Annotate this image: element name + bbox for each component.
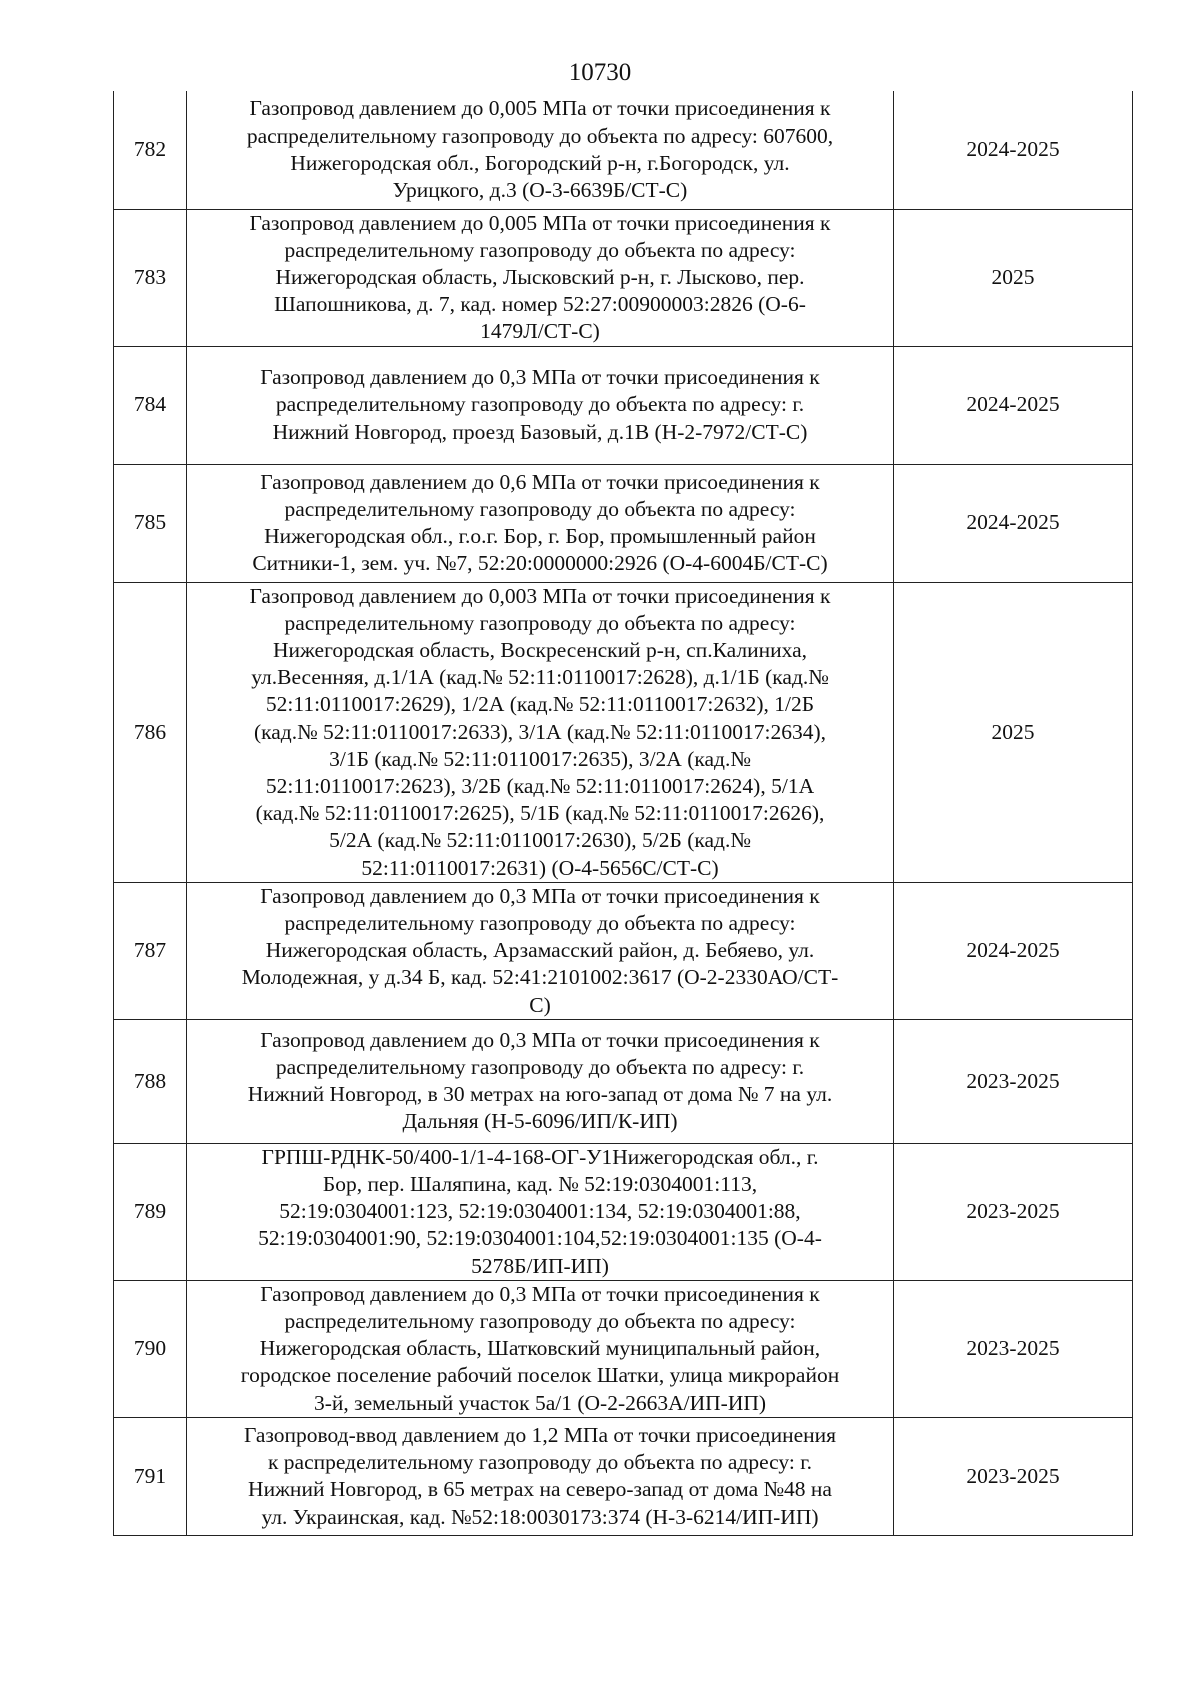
description-line: Молодежная, у д.34 Б, кад. 52:41:2101002:3617 (О-2-2330АО/СТ- (241, 965, 839, 990)
description-line: 5278Б/ИП-ИП) (471, 1253, 609, 1278)
description-line: Нижегородская область, Шатковский муниципальный район, (259, 1336, 821, 1361)
description-line: распределительному газопроводу до объекта по адресу: (284, 910, 796, 935)
description-line: Бор, пер. Шаляпина, кад. № 52:19:0304001:113, (322, 1171, 758, 1196)
description-line: 52:19:0304001:123, 52:19:0304001:134, 52:19:0304001:88, (279, 1199, 801, 1224)
row-number: 783 (114, 209, 187, 346)
description-line: Нижний Новгород, проезд Базовый, д.1В (Н-2-7972/СТ-С) (272, 419, 808, 444)
description-line: 52:19:0304001:90, 52:19:0304001:104,52:19:0304001:135 (О-4- (258, 1226, 822, 1251)
description-line: Газопровод давлением до 0,3 МПа от точки присоединения к (260, 365, 820, 390)
row-period: 2023-2025 (894, 1417, 1133, 1535)
row-description (187, 1417, 894, 1535)
row-period: 2024-2025 (894, 91, 1133, 209)
row-description (187, 1280, 894, 1417)
row-number: 782 (114, 91, 187, 209)
description-line: ул. Украинская, кад. №52:18:0030173:374 (Н-3-6214/ИП-ИП) (261, 1504, 819, 1529)
table-row (114, 209, 1133, 346)
row-number: 790 (114, 1280, 187, 1417)
table-row (114, 1019, 1133, 1143)
description-line: Нижегородская обл., г.о.г. Бор, г. Бор, промышленный район (264, 524, 816, 549)
description-line: 3-й, земельный участок 5а/1 (О-2-2663А/ИП-ИП) (313, 1390, 767, 1415)
description-line: Нижний Новгород, в 30 метрах на юго-запад от дома № 7 на ул. (247, 1082, 833, 1107)
description-line: С) (529, 992, 551, 1017)
description-line: распределительному газопроводу до объекта по адресу: (284, 610, 796, 635)
description-line: распределительному газопроводу до объекта по адресу: (284, 237, 796, 262)
description-line: Дальняя (Н-5-6096/ИП/К-ИП) (402, 1109, 678, 1134)
page-number: 10730 (568, 59, 632, 86)
description-line: к распределительному газопроводу до объекта по адресу: г. (267, 1450, 813, 1475)
row-description (187, 882, 894, 1019)
description-line: 5/2А (кад.№ 52:11:0110017:2630), 5/2Б (кад.№ (329, 828, 751, 853)
description-line: (кад.№ 52:11:0110017:2633), 3/1А (кад.№ 52:11:0110017:2634), (253, 719, 827, 744)
description-line: распределительному газопроводу до объекта по адресу: (284, 496, 796, 521)
row-description (187, 1143, 894, 1280)
description-line: Газопровод давлением до 0,6 МПа от точки присоединения к (260, 469, 820, 494)
row-period: 2025 (894, 582, 1133, 882)
description-line: 52:11:0110017:2623), 3/2Б (кад.№ 52:11:0110017:2624), 5/1А (265, 773, 815, 798)
description-line: Шапошникова, д. 7, кад. номер 52:27:00900003:2826 (О-6- (274, 292, 806, 317)
row-number: 786 (114, 582, 187, 882)
row-description (187, 346, 894, 464)
document-table (113, 91, 1133, 1536)
row-period: 2024-2025 (894, 464, 1133, 582)
description-line: Нижний Новгород, в 65 метрах на северо-запад от дома №48 на (248, 1477, 832, 1502)
description-line: 1479Л/СТ-С) (480, 319, 600, 344)
description-line: Нижегородская область, Воскресенский р-н, сп.Калиниха, (272, 637, 808, 662)
description-line: 52:11:0110017:2631) (О-4-5656С/СТ-С) (361, 855, 719, 880)
row-description (187, 209, 894, 346)
row-period: 2023-2025 (894, 1280, 1133, 1417)
table-row (114, 346, 1133, 464)
row-number: 788 (114, 1019, 187, 1143)
description-line: 52:11:0110017:2629), 1/2А (кад.№ 52:11:0110017:2632), 1/2Б (265, 692, 815, 717)
description-line: Газопровод-ввод давлением до 1,2 МПа от точки присоединения (243, 1422, 837, 1447)
row-description (187, 91, 894, 209)
row-period: 2024-2025 (894, 882, 1133, 1019)
row-number: 789 (114, 1143, 187, 1280)
row-period: 2023-2025 (894, 1143, 1133, 1280)
row-number: 784 (114, 346, 187, 464)
description-line: распределительному газопроводу до объекта по адресу: (284, 1308, 796, 1333)
row-period: 2024-2025 (894, 346, 1133, 464)
description-line: Нижегородская обл., Богородский р-н, г.Богородск, ул. (290, 150, 790, 175)
description-line: Газопровод давлением до 0,005 МПа от точки присоединения к (249, 96, 831, 121)
row-number: 787 (114, 882, 187, 1019)
description-line: Газопровод давлением до 0,005 МПа от точки присоединения к (249, 210, 831, 235)
description-line: 3/1Б (кад.№ 52:11:0110017:2635), 3/2А (кад.№ (329, 746, 751, 771)
description-line: ул.Весенняя, д.1/1А (кад.№ 52:11:0110017:2628), д.1/1Б (кад.№ (251, 665, 829, 690)
table-row (114, 1280, 1133, 1417)
description-line: городское поселение рабочий поселок Шатки, улица микрорайон (240, 1363, 840, 1388)
row-description (187, 582, 894, 882)
table-row (114, 582, 1133, 882)
description-line: распределительному газопроводу до объекта по адресу: г. (275, 392, 805, 417)
table-row (114, 1417, 1133, 1535)
table-row (114, 464, 1133, 582)
description-line: Нижегородская область, Арзамасский район, д. Бебяево, ул. (265, 938, 815, 963)
description-line: Газопровод давлением до 0,3 МПа от точки присоединения к (260, 1027, 820, 1052)
row-number: 791 (114, 1417, 187, 1535)
description-line: Нижегородская область, Лысковский р-н, г. Лысково, пер. (275, 264, 805, 289)
description-line: Ситники-1, зем. уч. №7, 52:20:0000000:2926 (О-4-6004Б/СТ-С) (252, 551, 828, 576)
table-row (114, 91, 1133, 209)
row-period: 2025 (894, 209, 1133, 346)
table-row (114, 882, 1133, 1019)
description-line: (кад.№ 52:11:0110017:2625), 5/1Б (кад.№ 52:11:0110017:2626), (255, 801, 825, 826)
row-description (187, 1019, 894, 1143)
description-line: Урицкого, д.3 (О-3-6639Б/СТ-С) (392, 177, 688, 202)
description-line: распределительному газопроводу до объекта по адресу: г. (275, 1055, 805, 1080)
row-number: 785 (114, 464, 187, 582)
table-body (114, 91, 1133, 1535)
description-line: ГРПШ-РДНК-50/400-1/1-4-168-ОГ-У1Нижегородская обл., г. (261, 1144, 819, 1169)
row-description (187, 464, 894, 582)
row-period: 2023-2025 (894, 1019, 1133, 1143)
description-line: распределительному газопроводу до объекта по адресу: 607600, (246, 123, 834, 148)
description-line: Газопровод давлением до 0,3 МПа от точки присоединения к (260, 1281, 820, 1306)
table-row (114, 1143, 1133, 1280)
description-line: Газопровод давлением до 0,3 МПа от точки присоединения к (260, 883, 820, 908)
description-line: Газопровод давлением до 0,003 МПа от точки присоединения к (249, 583, 831, 608)
